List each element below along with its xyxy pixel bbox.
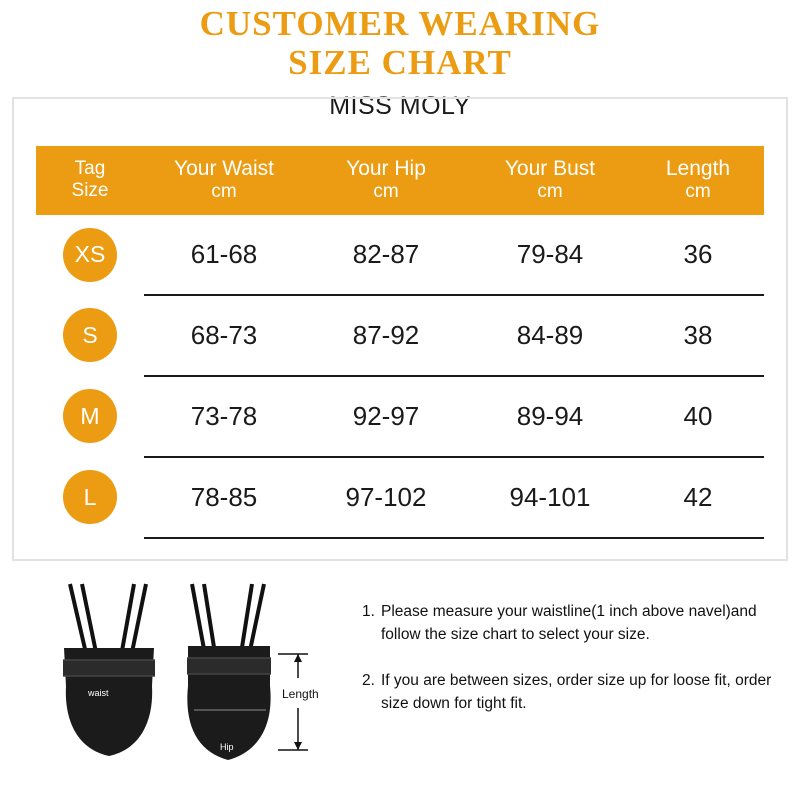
list-item xyxy=(362,669,782,716)
bust-value: 79-84 xyxy=(468,215,632,295)
column-header-length-label: Length xyxy=(665,157,731,180)
hip-value: 97-102 xyxy=(304,457,468,538)
hip-label: Hip xyxy=(220,742,234,752)
column-header-hip xyxy=(304,146,468,215)
column-header-waist xyxy=(144,146,304,215)
status-badge: M xyxy=(63,389,117,443)
column-header-waist-unit: cm xyxy=(211,180,237,202)
waist-value: 73-78 xyxy=(144,376,304,457)
column-header-bust-unit: cm xyxy=(537,180,563,202)
waist-label: waist xyxy=(88,688,109,698)
garment-diagram xyxy=(30,574,350,794)
waist-value: 68-73 xyxy=(144,295,304,376)
column-header-hip-unit: cm xyxy=(373,180,399,202)
length-measure-bracket xyxy=(278,654,308,750)
tag-size-cell xyxy=(36,457,144,538)
note-text: If you are between sizes, order size up for loose fit, order size down for tight fit. xyxy=(381,671,772,712)
column-header-length-unit: cm xyxy=(685,180,711,202)
table-row xyxy=(36,215,764,295)
hip-value: 82-87 xyxy=(304,215,468,295)
table-row xyxy=(36,457,764,538)
column-header-length xyxy=(632,146,764,215)
size-table-header xyxy=(36,146,764,215)
column-header-waist-label: Your Waist xyxy=(174,157,274,180)
size-table xyxy=(36,146,764,539)
column-header-tag-unit: Size xyxy=(71,179,109,201)
table-row xyxy=(36,376,764,457)
bottom-section xyxy=(0,570,800,800)
length-value: 36 xyxy=(632,215,764,295)
column-header-tag-label: Tag xyxy=(74,158,106,180)
note-number: 2. xyxy=(362,671,375,689)
list-item xyxy=(362,600,782,647)
front-view-figure xyxy=(63,584,155,756)
bust-value: 94-101 xyxy=(468,457,632,538)
column-header-hip-label: Your Hip xyxy=(346,157,426,180)
hip-value: 92-97 xyxy=(304,376,468,457)
hip-value: 87-92 xyxy=(304,295,468,376)
length-value: 40 xyxy=(632,376,764,457)
column-header-bust-label: Your Bust xyxy=(504,157,596,180)
column-header-bust xyxy=(468,146,632,215)
bust-value: 84-89 xyxy=(468,295,632,376)
waist-value: 61-68 xyxy=(144,215,304,295)
brand-name: MISS MOLY xyxy=(329,92,471,121)
note-number: 1. xyxy=(362,603,375,620)
status-badge: XS xyxy=(63,228,117,282)
instructions-list xyxy=(362,600,782,737)
tag-size-cell xyxy=(36,376,144,457)
length-value: 38 xyxy=(632,295,764,376)
waist-value: 78-85 xyxy=(144,457,304,538)
page-title-line-1: CUSTOMER WEARING xyxy=(199,4,601,43)
page-title-line-2: SIZE CHART xyxy=(288,43,512,83)
header-row xyxy=(36,146,764,215)
shapewear-illustration-svg xyxy=(30,574,350,794)
note-text: Please measure your waistline(1 inch above navel)and follow the size chart to select your size. xyxy=(381,603,757,644)
size-table-wrapper xyxy=(36,146,764,539)
status-badge: S xyxy=(63,308,117,362)
table-row xyxy=(36,295,764,376)
tag-size-cell xyxy=(36,215,144,295)
side-view-figure xyxy=(187,584,271,760)
length-value: 42 xyxy=(632,457,764,538)
status-badge: L xyxy=(63,470,117,524)
length-label: Length xyxy=(282,687,319,701)
tag-size-cell xyxy=(36,295,144,376)
column-header-tag-size xyxy=(36,146,144,215)
bust-value: 89-94 xyxy=(468,376,632,457)
size-table-body xyxy=(36,215,764,538)
